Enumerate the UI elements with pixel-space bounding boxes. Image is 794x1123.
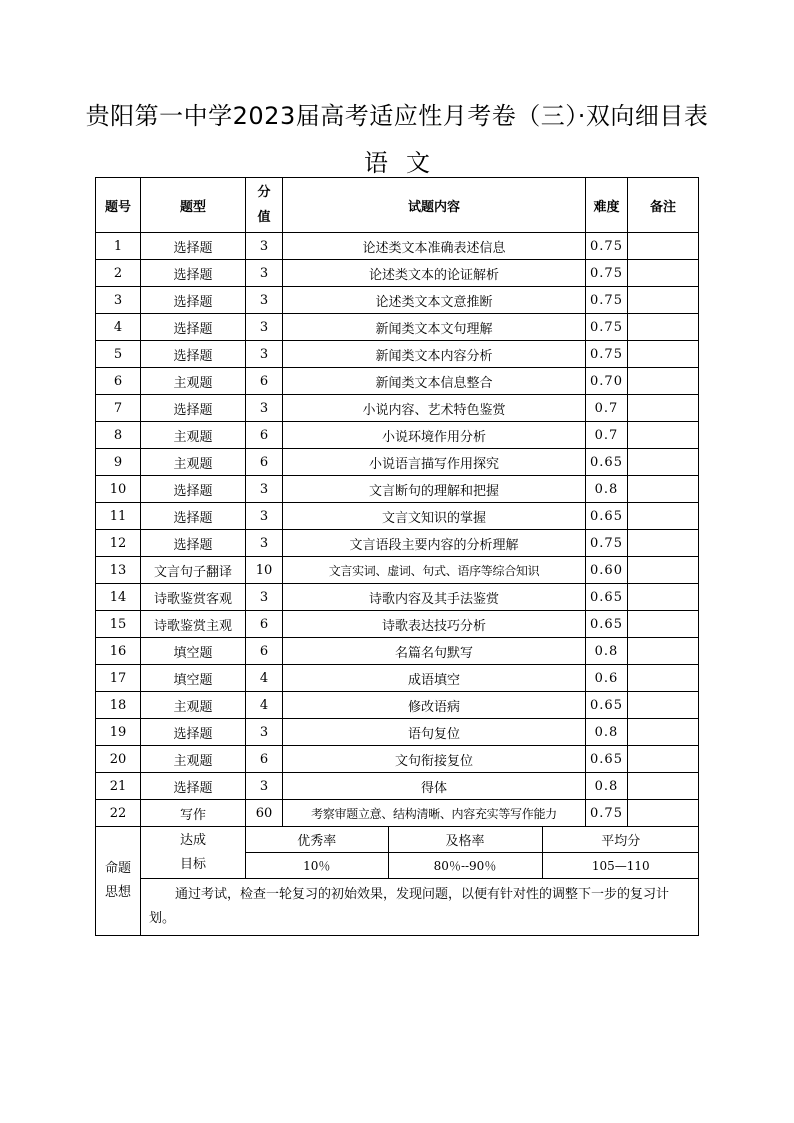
table-row (96, 530, 699, 557)
idea-label-line1: 命题 (104, 861, 131, 876)
document-title: 贵阳第一中学2023届高考适应性月考卷（三）·双向细目表 (85, 102, 709, 130)
row-score: 3 (246, 233, 283, 260)
idea-text-cell (141, 879, 699, 936)
row-note (628, 692, 699, 719)
row-note (628, 395, 699, 422)
table-row (96, 368, 699, 395)
header-score-line2: 值 (257, 210, 271, 225)
row-difficulty: 0.60 (586, 557, 628, 584)
row-score: 3 (246, 530, 283, 557)
row-difficulty: 0.8 (586, 773, 628, 800)
row-difficulty: 0.65 (586, 692, 628, 719)
metrics-labels-row (246, 827, 699, 853)
row-number: 12 (96, 530, 141, 557)
row-note (628, 422, 699, 449)
table-row (96, 611, 699, 638)
table-row (96, 719, 699, 746)
row-difficulty: 0.65 (586, 746, 628, 773)
idea-label (96, 827, 141, 936)
row-number: 22 (96, 800, 141, 827)
row-score: 6 (246, 422, 283, 449)
row-type: 主观题 (141, 746, 246, 773)
row-score: 4 (246, 665, 283, 692)
row-type: 选择题 (141, 476, 246, 503)
table-row (96, 341, 699, 368)
row-note (628, 449, 699, 476)
row-number: 10 (96, 476, 141, 503)
goal-label-line1: 达成 (179, 832, 206, 848)
row-content: 论述类文本准确表述信息 (283, 233, 586, 260)
row-note (628, 584, 699, 611)
row-content: 新闻类文本内容分析 (283, 341, 586, 368)
pass-rate-value: 80％--90％ (388, 853, 542, 879)
row-content: 新闻类文本文句理解 (283, 314, 586, 341)
row-number: 8 (96, 422, 141, 449)
table-row (96, 287, 699, 314)
row-difficulty: 0.75 (586, 800, 628, 827)
row-note (628, 719, 699, 746)
row-content: 论述类文本文意推断 (283, 287, 586, 314)
row-type: 选择题 (141, 773, 246, 800)
row-note (628, 530, 699, 557)
row-score: 3 (246, 476, 283, 503)
header-type: 题型 (141, 178, 246, 233)
row-difficulty: 0.7 (586, 422, 628, 449)
row-content: 得体 (283, 773, 586, 800)
goal-metrics (246, 827, 699, 878)
row-score: 3 (246, 341, 283, 368)
table-row (96, 800, 699, 827)
row-number: 2 (96, 260, 141, 287)
row-content: 小说环境作用分析 (283, 422, 586, 449)
row-number: 19 (96, 719, 141, 746)
row-note (628, 233, 699, 260)
idea-text: 通过考试，检查一轮复习的初始效果，发现问题，以便有针对性的调整下一步的复习计划。 (149, 887, 670, 926)
pass-rate-label: 及格率 (388, 827, 542, 853)
row-score: 4 (246, 692, 283, 719)
row-type: 主观题 (141, 368, 246, 395)
row-note (628, 503, 699, 530)
row-number: 6 (96, 368, 141, 395)
row-type: 诗歌鉴赏客观 (141, 584, 246, 611)
row-content: 文言断句的理解和把握 (283, 476, 586, 503)
table-row (96, 746, 699, 773)
header-score (246, 178, 283, 233)
row-difficulty: 0.8 (586, 719, 628, 746)
table-row (96, 476, 699, 503)
row-type: 主观题 (141, 692, 246, 719)
row-number: 4 (96, 314, 141, 341)
idea-label-line2: 思想 (104, 885, 131, 900)
row-note (628, 314, 699, 341)
table-row (96, 314, 699, 341)
row-type: 填空题 (141, 638, 246, 665)
row-score: 3 (246, 314, 283, 341)
row-note (628, 260, 699, 287)
row-note (628, 665, 699, 692)
row-difficulty: 0.65 (586, 449, 628, 476)
table-row (96, 773, 699, 800)
table-row (96, 422, 699, 449)
table-row (96, 395, 699, 422)
row-score: 6 (246, 638, 283, 665)
table-row (96, 692, 699, 719)
row-difficulty: 0.70 (586, 368, 628, 395)
row-note (628, 476, 699, 503)
header-no: 题号 (96, 178, 141, 233)
row-difficulty: 0.65 (586, 584, 628, 611)
row-score: 3 (246, 503, 283, 530)
row-type: 文言句子翻译 (141, 557, 246, 584)
row-difficulty: 0.75 (586, 287, 628, 314)
row-content: 论述类文本的论证解析 (283, 260, 586, 287)
row-type: 诗歌鉴赏主观 (141, 611, 246, 638)
idea-goal-row (96, 827, 699, 879)
row-content: 文言语段主要内容的分析理解 (283, 530, 586, 557)
row-difficulty: 0.65 (586, 611, 628, 638)
row-number: 3 (96, 287, 141, 314)
row-number: 7 (96, 395, 141, 422)
row-content: 文言实词、虚词、句式、语序等综合知识 (283, 557, 586, 584)
row-difficulty: 0.8 (586, 638, 628, 665)
idea-text-row (96, 879, 699, 936)
row-content: 文句衔接复位 (283, 746, 586, 773)
row-content: 新闻类文本信息整合 (283, 368, 586, 395)
row-score: 6 (246, 449, 283, 476)
row-type: 选择题 (141, 503, 246, 530)
row-score: 3 (246, 773, 283, 800)
row-difficulty: 0.75 (586, 233, 628, 260)
table-body (96, 233, 699, 827)
row-score: 3 (246, 260, 283, 287)
row-type: 写作 (141, 800, 246, 827)
row-content: 名篇名句默写 (283, 638, 586, 665)
row-type: 选择题 (141, 395, 246, 422)
excellent-rate-label: 优秀率 (246, 827, 388, 853)
row-difficulty: 0.75 (586, 260, 628, 287)
goal-metrics-cell (246, 827, 699, 879)
row-score: 10 (246, 557, 283, 584)
average-score-label: 平均分 (542, 827, 699, 853)
row-type: 选择题 (141, 314, 246, 341)
row-content: 考察审题立意、结构清晰、内容充实等写作能力 (283, 800, 586, 827)
row-score: 3 (246, 395, 283, 422)
row-score: 6 (246, 746, 283, 773)
header-content: 试题内容 (283, 178, 586, 233)
row-content: 诗歌表达技巧分析 (283, 611, 586, 638)
table-row (96, 503, 699, 530)
row-type: 选择题 (141, 233, 246, 260)
row-number: 14 (96, 584, 141, 611)
table-row (96, 638, 699, 665)
row-content: 修改语病 (283, 692, 586, 719)
row-score: 3 (246, 719, 283, 746)
header-difficulty: 难度 (586, 178, 628, 233)
excellent-rate-value: 10％ (303, 859, 331, 873)
row-content: 小说内容、艺术特色鉴赏 (283, 395, 586, 422)
row-score: 3 (246, 584, 283, 611)
table-row (96, 665, 699, 692)
row-content: 文言文知识的掌握 (283, 503, 586, 530)
row-type: 选择题 (141, 719, 246, 746)
goal-label (141, 827, 246, 879)
row-content: 语句复位 (283, 719, 586, 746)
row-content: 小说语言描写作用探究 (283, 449, 586, 476)
row-type: 主观题 (141, 449, 246, 476)
row-type: 选择题 (141, 260, 246, 287)
row-note (628, 638, 699, 665)
row-content: 诗歌内容及其手法鉴赏 (283, 584, 586, 611)
row-note (628, 800, 699, 827)
row-difficulty: 0.75 (586, 314, 628, 341)
row-score: 6 (246, 368, 283, 395)
row-number: 5 (96, 341, 141, 368)
row-number: 15 (96, 611, 141, 638)
row-number: 17 (96, 665, 141, 692)
goal-label-line2: 目标 (179, 856, 206, 872)
row-number: 1 (96, 233, 141, 260)
row-score: 3 (246, 287, 283, 314)
table-row (96, 584, 699, 611)
row-note (628, 611, 699, 638)
metrics-values-row (246, 853, 699, 879)
row-difficulty: 0.75 (586, 341, 628, 368)
table-row (96, 557, 699, 584)
subject-title: 语文 (364, 149, 448, 177)
row-score: 60 (246, 800, 283, 827)
row-type: 选择题 (141, 530, 246, 557)
row-difficulty: 0.75 (586, 530, 628, 557)
row-note (628, 746, 699, 773)
row-note (628, 287, 699, 314)
row-score: 6 (246, 611, 283, 638)
row-number: 21 (96, 773, 141, 800)
row-difficulty: 0.6 (586, 665, 628, 692)
table-header-row (96, 178, 699, 233)
row-note (628, 368, 699, 395)
row-type: 选择题 (141, 287, 246, 314)
table-row (96, 260, 699, 287)
row-type: 选择题 (141, 341, 246, 368)
row-number: 16 (96, 638, 141, 665)
row-difficulty: 0.7 (586, 395, 628, 422)
spec-table (95, 177, 699, 936)
row-note (628, 773, 699, 800)
average-score-value: 105—110 (542, 853, 699, 879)
table-row (96, 233, 699, 260)
row-number: 11 (96, 503, 141, 530)
row-number: 9 (96, 449, 141, 476)
row-number: 18 (96, 692, 141, 719)
row-number: 20 (96, 746, 141, 773)
row-difficulty: 0.8 (586, 476, 628, 503)
header-note: 备注 (628, 178, 699, 233)
row-note (628, 557, 699, 584)
row-type: 填空题 (141, 665, 246, 692)
row-difficulty: 0.65 (586, 503, 628, 530)
header-score-line1: 分 (257, 185, 271, 200)
row-number: 13 (96, 557, 141, 584)
table-row (96, 449, 699, 476)
row-type: 主观题 (141, 422, 246, 449)
row-note (628, 341, 699, 368)
row-content: 成语填空 (283, 665, 586, 692)
